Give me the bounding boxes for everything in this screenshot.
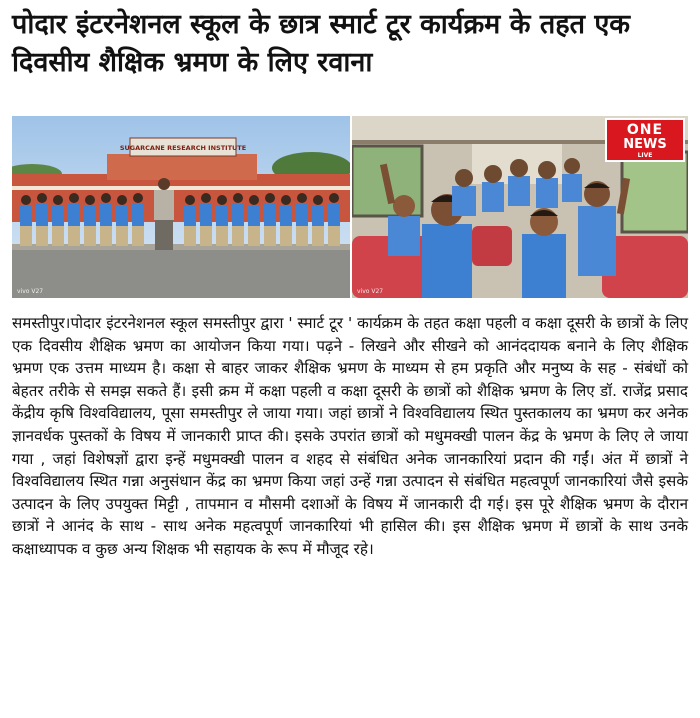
institute-scene xyxy=(12,116,350,298)
group-photo-institute xyxy=(12,116,350,298)
institute-sign: SUGARCANE RESEARCH INSTITUTE xyxy=(119,144,247,152)
logo-line-live: LIVE xyxy=(637,152,653,159)
logo-line-news: NEWS xyxy=(623,137,667,152)
logo-line-one: ONE xyxy=(626,122,664,138)
headline: पोदार इंटरनेशनल स्कूल के छात्र स्मार्ट टूर कार्यक्रम के तहत एक दिवसीय शैक्षिक भ्रमण के लिए रवाना xyxy=(12,9,631,78)
one-news-live-logo xyxy=(605,118,685,162)
camera-watermark: vivo V27 xyxy=(357,288,384,295)
bus-photo-students xyxy=(352,116,688,298)
camera-watermark: vivo V27 xyxy=(17,288,44,295)
article-body: समस्तीपुर।पोदार इंटरनेशनल स्कूल समस्तीपुर द्वारा ' स्मार्ट टूर ' कार्यक्रम के तहत कक्षा पहली व कक्षा दूसरी के छात्रों के लिए एक दिवसीय शैक्षिक भ्रमण का आयोजन किया गया। पढ़ने - लिखने और सीखने को आनंददायक बनाने के लिए शैक्षिक भ्रमण एक उत्तम माध्यम है। कक्षा से बाहर जाकर शैक्षिक भ्रमण के माध्यम से हम प्रकृति और मनुष्य के सह - संबंधों को बेहतर तरीके से समझ सकते हैं। इसी क्रम में कक्षा पहली व कक्षा दूसरी के छात्रों को शैक्षिक भ्रमण के लिए डॉ. राजेंद्र प्रसाद केंद्रीय कृषि विश्वविद्यालय, पूसा समस्तीपुर ले जाया गया। जहां छात्रों ने विश्वविद्यालय स्थित पुस्तकालय का भ्रमण कर अनेक ज्ञानवर्धक पुस्तकों के विषय में जानकारी प्राप्त की। इसके उपरांत छात्रों को मधुमक्खी पालन केंद्र के भ्रमण के लिए ले जाया गया , जहां विशेषज्ञों द्वारा इन्हें मधुमक्खी पालन व शहद से संबंधित अनेक जानकारियां प्रदान की गईं। अंत में छात्रों ने विश्वविद्यालय स्थित गन्ना अनुसंधान केंद्र का भ्रमण किया जहां उन्हें गन्ना उत्पादन से संबंधित महत्वपूर्ण जानकारियां जैसे इसके उत्पादन के लिए उपयुक्त मिट्टी , तापमान व मौसमी दशाओं के विषय में जानकारी दी गई। इस पूरे शैक्षिक भ्रमण के दौरान छात्रों ने आनंद के साथ - साथ अनेक महत्वपूर्ण जानकारियां भी हासिल की। इस शैक्षिक भ्रमण में छात्रों के साथ उनके कक्षाध्यापक व कुछ अन्य शिक्षक भी सहायक के रूप में मौजूद रहे। xyxy=(12,314,688,558)
